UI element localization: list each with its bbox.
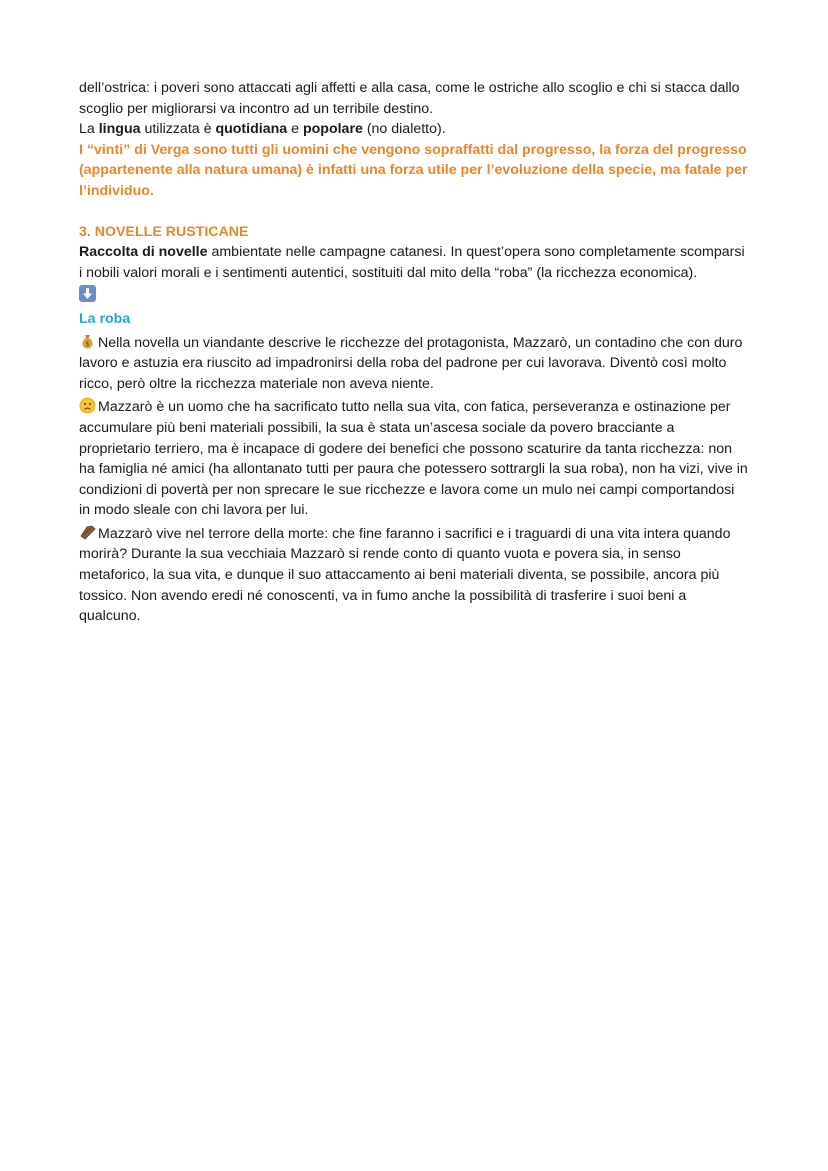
bold-popolare: popolare	[302, 121, 363, 138]
paragraph-ostrica: dell’ostrica: i poveri sono attaccati agli affetti e alla casa, come le ostriche allo scoglio e chi si stacca dallo scoglio per migliorarsi va incontro ad un terribile destino.	[79, 80, 740, 117]
bold-lingua: lingua	[98, 121, 141, 138]
down-arrow-icon	[79, 285, 96, 302]
coffin-icon	[79, 524, 96, 541]
paragraph-morte: Mazzarò vive nel terrore della morte: che fine faranno i sacrifici e i traguardi di una vita intera quando morirà? Durante la sua vecchiaia Mazzarò si rende conto di quanto vuota e povera sia, in senso metaforico, la sua vita, e dunque il suo attaccamento ai beni materiali diventa, se possibile, ancora più tossico. Non avendo eredi né conoscenti, va in fumo anche la possibilità di trasferire i suoi beni a qualcuno.	[79, 525, 731, 625]
paragraph-viandante: $ Nella novella un viandante descrive le ricchezze del protagonista, Mazzarò, un contadino che con duro lavoro e astuzia era riuscito ad impadronirsi della roba del padrone per cui lavorava. Diventò così molto ricco, però oltre la ricchezza materiale non aveva niente.	[79, 334, 743, 392]
bold-quotidiana: quotidiana	[215, 121, 288, 138]
subtitle-la-roba: La roba	[79, 310, 131, 327]
money-bag-icon	[79, 333, 96, 350]
section-title: 3. NOVELLE RUSTICANE	[79, 223, 249, 240]
paragraph-lingua: La lingua utilizzata è quotidiana e popolare (no dialetto).	[79, 121, 446, 138]
document-content	[79, 78, 749, 627]
paragraph-raccolta: Raccolta di novelle ambientate nelle campagne catanesi. In quest’opera sono completamente scomparsi i nobili valori morali e i sentimenti autentici, sostituiti dal mito della “roba” (la ricchezza economica).	[79, 244, 745, 281]
paragraph-sacrificio: Mazzarò è un uomo che ha sacrificato tutto nella sua vita, con fatica, perseveranza e ostinazione per accumulare più beni materiali possibili, la sua è stata un’ascesa sociale da povero bracciante a proprietario terriero, ma è incapace di godere dei benefici che possono scaturire da tanta ricchezza: non ha famiglia né amici (ha allontanato tutti per paura che potessero sottrargli la sua roba), non ha vizi, vive in condizioni di povertà per non sprecare le sue ricchezze e lavora come un mulo nei campi comportandosi in modo sleale con chi lavora per lui.	[79, 399, 748, 519]
frowning-face-icon	[79, 397, 96, 414]
highlight-vinti: I “vinti” di Verga sono tutti gli uomini che vengono sopraffatti dal progresso, la forza del progresso (appartenente alla natura umana) è infatti una forza utile per l’evoluzione della specie, ma fatale per l’individuo.	[79, 141, 748, 199]
svg-text:$: $	[85, 339, 90, 348]
bold-raccolta: Raccolta di novelle	[79, 244, 208, 261]
